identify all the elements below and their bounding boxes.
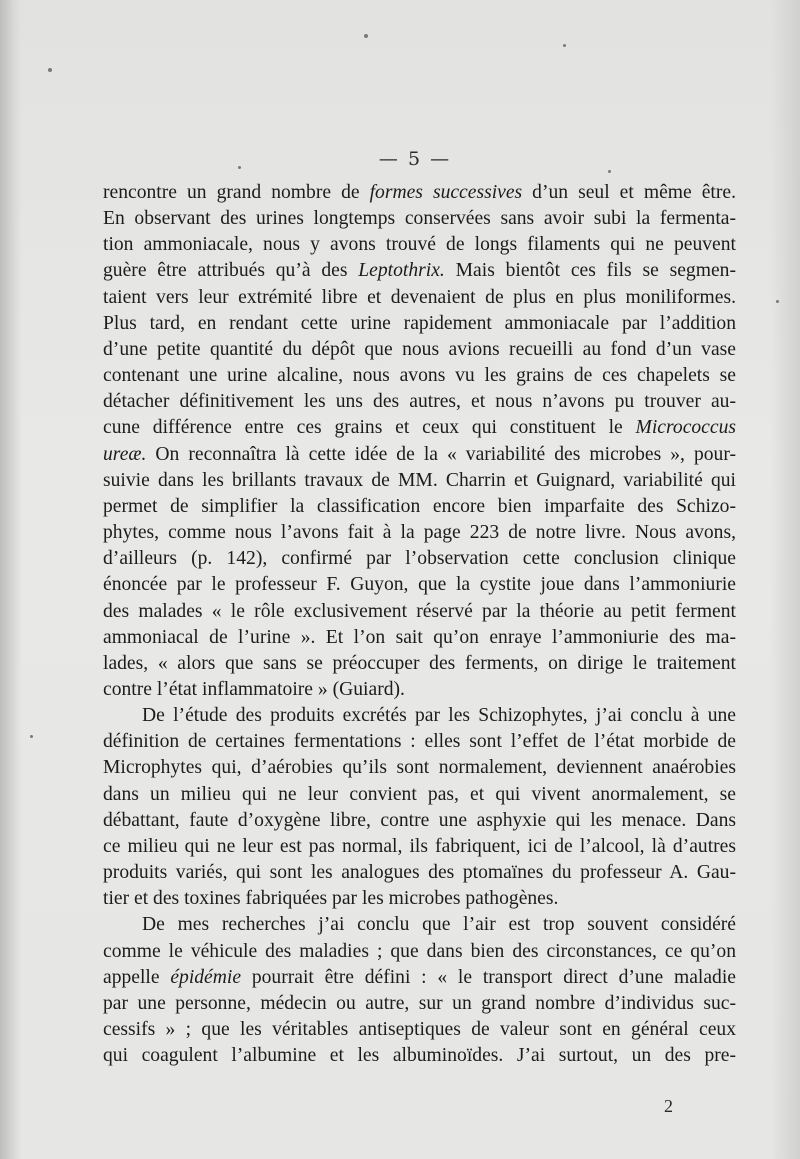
text-run: On reconnaîtra là cette idée de la « variabilité des microbes », pour- <box>146 443 736 465</box>
paper-speck <box>776 300 779 303</box>
text-run: De l’étude des produits excrétés par les Schizophytes, j’ai conclu à une <box>142 705 736 727</box>
paper-speck <box>608 170 611 173</box>
text-line <box>103 651 736 677</box>
italic-text: Micrococcus <box>635 417 736 439</box>
text-run: guère être attribués qu’à des <box>103 260 359 282</box>
text-line <box>103 285 736 311</box>
text-line <box>103 808 736 834</box>
text-run: phytes, comme nous l’avons fait à la page 223 de notre livre. Nous avons, <box>103 522 736 544</box>
text-line <box>103 1043 736 1069</box>
signature-mark: 2 <box>664 1096 673 1116</box>
text-run: cessifs » ; que les véritables antiseptiques de valeur sont en général ceux <box>103 1019 736 1040</box>
text-run: cune différence entre ces grains et ceux qui constituent le <box>103 417 636 439</box>
text-line <box>103 494 736 520</box>
text-line <box>103 415 736 441</box>
text-line <box>103 912 736 938</box>
text-line <box>103 180 736 206</box>
text-line <box>103 886 736 912</box>
text-line <box>103 1017 736 1043</box>
text-run: produits variés, qui sont les analogues des ptomaïnes du professeur A. Gau- <box>103 862 736 884</box>
italic-text: Leptothrix. <box>358 260 445 282</box>
text-run: rencontre un grand nombre de <box>103 182 370 203</box>
text-line <box>103 389 736 415</box>
page-number-header: — 5 — <box>378 148 452 170</box>
text-line <box>103 363 736 389</box>
text-line <box>103 939 736 965</box>
text-run: énoncée par le professeur F. Guyon, que la cystite joue dans l’ammoniurie <box>103 574 736 596</box>
text-run: des malades « le rôle exclusivement réservé par la théorie au petit ferment <box>103 600 736 622</box>
text-run: ce milieu qui ne leur est pas normal, ils fabriquent, ici de l’alcool, là d’autres <box>103 835 736 857</box>
text-line <box>103 625 736 651</box>
text-run: contenant une urine alcaline, nous avons vu les grains de ces chapelets se <box>103 365 736 387</box>
text-run: lades, « alors que sans se préoccuper des ferments, on dirige le traitement <box>103 652 736 674</box>
italic-text: épidémie <box>170 966 242 988</box>
text-run: débattant, faute d’oxygène libre, contre une asphyxie qui les menace. Dans <box>103 809 736 831</box>
text-line <box>103 834 736 860</box>
text-line <box>103 442 736 468</box>
paper-speck <box>30 735 33 738</box>
text-line <box>103 860 736 886</box>
text-run: tion ammoniacale, nous y avons trouvé de longs filaments qui ne peuvent <box>103 234 736 256</box>
paper-speck <box>364 34 368 38</box>
text-line <box>103 468 736 494</box>
paper-speck <box>48 68 52 72</box>
text-run: permet de simplifier la classification encore bien imparfaite des Schizo- <box>103 495 736 517</box>
text-run: appelle <box>103 966 171 988</box>
italic-text: ureæ. <box>103 443 147 465</box>
text-run: pourrait être défini : « le transport direct d’une maladie <box>241 966 736 988</box>
text-run: détacher définitivement les uns des autres, et nous n’avons pu trouver au- <box>103 391 736 413</box>
text-line <box>103 703 736 729</box>
text-line <box>103 206 736 232</box>
text-run: Microphytes qui, d’aérobies qu’ils sont normalement, deviennent anaérobies <box>103 757 736 779</box>
text-run: ammoniacal de l’urine ». Et l’on sait qu’on enraye l’ammoniurie des ma- <box>103 626 736 648</box>
text-run: dans un milieu qui ne leur convient pas, et qui vivent anormalement, se <box>103 783 736 805</box>
paper-speck <box>563 44 566 47</box>
text-line <box>103 965 736 991</box>
text-run: qui coagulent l’albumine et les albuminoïdes. J’ai surtout, un des pre- <box>103 1045 736 1067</box>
text-run: De mes recherches j’ai conclu que l’air est trop souvent considéré <box>142 914 736 936</box>
text-run: En observant des urines longtemps conservées sans avoir subi la fermenta- <box>103 208 736 230</box>
text-run: Mais bientôt ces fils se segmen- <box>444 260 736 282</box>
text-run: tier et des toxines fabriquées par les microbes pathogènes. <box>103 888 559 910</box>
text-run: d’ailleurs (p. 142), confirmé par l’observation cette conclusion clinique <box>103 548 736 570</box>
text-run: définition de certaines fermentations : elles sont l’effet de l’état morbide de <box>103 731 736 753</box>
text-line <box>103 337 736 363</box>
text-line <box>103 258 736 284</box>
text-run: par une personne, médecin ou autre, sur un grand nombre d’individus suc- <box>103 992 736 1014</box>
text-line <box>103 599 736 625</box>
text-line <box>103 572 736 598</box>
text-line <box>103 991 736 1017</box>
text-run: d’une petite quantité du dépôt que nous avions recueilli au fond d’un vase <box>103 338 736 360</box>
text-line <box>103 520 736 546</box>
text-run: suivie dans les brillants travaux de MM. Charrin et Guignard, variabilité qui <box>103 469 736 491</box>
body-text <box>103 180 736 1069</box>
text-run: d’un seul et même être. <box>522 182 736 203</box>
page-edge-shadow-right <box>770 0 800 1159</box>
text-run: contre l’état inflammatoire » (Guiard). <box>103 678 405 700</box>
text-line <box>103 729 736 755</box>
text-line <box>103 755 736 781</box>
text-run: taient vers leur extrémité libre et devenaient de plus en plus moniliformes. <box>103 286 736 308</box>
text-line <box>103 782 736 808</box>
text-line <box>103 311 736 337</box>
text-line <box>103 546 736 572</box>
text-line <box>103 677 736 703</box>
text-line <box>103 232 736 258</box>
text-run: comme le véhicule des maladies ; que dans bien des circonstances, ce qu’on <box>103 940 736 962</box>
text-run: Plus tard, en rendant cette urine rapidement ammoniacale par l’addition <box>103 312 736 334</box>
italic-text: formes successives <box>369 182 523 203</box>
page-edge-shadow-left <box>0 0 22 1159</box>
